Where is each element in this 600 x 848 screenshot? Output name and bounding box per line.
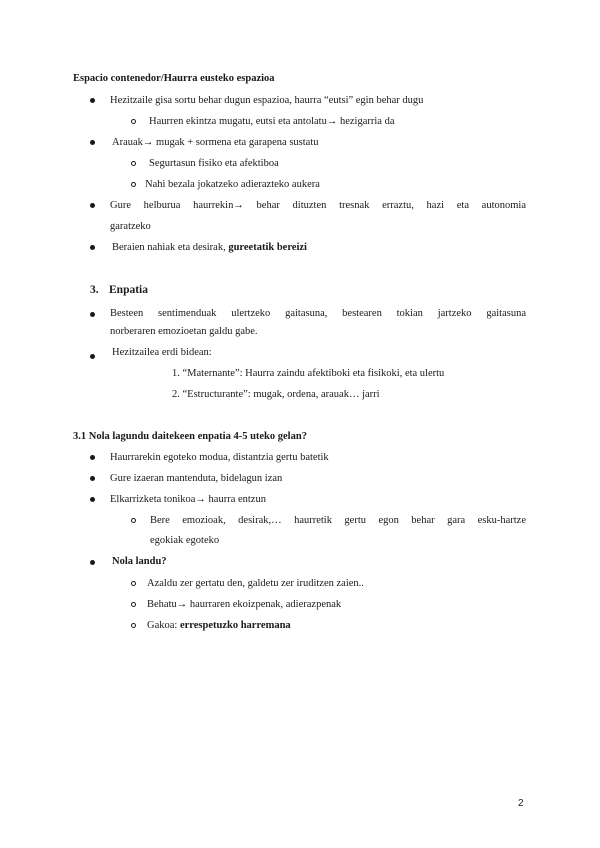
list-item: Hezitzaile gisa sortu behar dugun espazioa, haurra “eutsi” egin behar dugu <box>110 95 424 106</box>
sub-list-item: Behatu→ haurraren ekoizpenak, adierazpenak <box>147 599 342 610</box>
list-item: Haurrarekin egoteko modua, distantzia gertu batetik <box>110 452 329 463</box>
circle-bullet-icon <box>131 518 136 523</box>
list-item-continuation: norberaren emozioetan galdu gabe. <box>110 326 258 337</box>
numbered-item: 2. “Estructurante”: mugak, ordena, arauak… jarri <box>172 389 380 400</box>
circle-bullet-icon <box>131 602 136 607</box>
sub-list-item-text: Gakoa: <box>147 620 180 631</box>
circle-bullet-icon <box>131 581 136 586</box>
bullet-icon <box>90 476 95 481</box>
bullet-icon <box>90 560 95 565</box>
section-number: 3. <box>90 284 99 296</box>
section-heading: Enpatia <box>109 284 148 296</box>
bullet-icon <box>90 140 95 145</box>
list-item: Arauak→ mugak + sormena eta garapena sustatu <box>112 137 319 148</box>
bullet-icon <box>90 497 95 502</box>
sub-list-item <box>147 619 291 633</box>
section-heading: 3.1 Nola lagundu daitekeen enpatia 4-5 uteko gelan? <box>73 431 307 442</box>
bold-phrase: errespetuzko harremana <box>179 620 291 631</box>
circle-bullet-icon <box>131 161 136 166</box>
list-item: Gure izaeran mantenduta, bidelagun izan <box>110 473 283 484</box>
numbered-item: 1. “Maternante”: Haurra zaindu afektiboki eta fisikoki, eta ulertu <box>172 368 445 379</box>
sub-list-item: Azaldu zer gertatu den, galdetu zer iruditzen zaien.. <box>147 578 364 589</box>
bullet-icon <box>90 98 95 103</box>
bullet-icon <box>90 354 95 359</box>
sub-list-item: Nahi bezala jokatzeko adierazteko aukera <box>145 179 320 190</box>
bold-phrase: gureetatik bereizi <box>228 242 307 253</box>
list-item: Hezitzailea erdi bidean: <box>112 347 212 358</box>
list-item-continuation: garatzeko <box>110 221 151 232</box>
list-item: Besteen sentimenduak ulertzeko gaitasuna, bestearen tokian jartzeko gaitasuna <box>110 308 526 319</box>
circle-bullet-icon <box>131 623 136 628</box>
bullet-icon <box>90 203 95 208</box>
sub-list-item: Bere emozioak, desirak,… haurretik gertu egon behar gara esku-hartze <box>150 515 526 526</box>
bullet-icon <box>90 245 95 250</box>
sub-list-item: Haurren ekintza mugatu, eutsi eta antolatu→ hezigarria da <box>149 116 395 127</box>
circle-bullet-icon <box>131 119 136 124</box>
list-item: Gure helburua haurrekin→ behar dituzten tresnak erraztu, hazi eta autonomia <box>110 200 526 211</box>
list-item-text: Beraien nahiak eta desirak, <box>112 242 229 253</box>
bullet-icon <box>90 312 95 317</box>
list-item: Elkarrizketa tonikoa→ haurra entzun <box>110 494 266 505</box>
list-item <box>112 241 307 255</box>
subheading: Nola landu? <box>112 556 167 567</box>
section-heading: Espacio contenedor/Haurra eusteko espazioa <box>73 73 275 84</box>
sub-list-item: Segurtasun fisiko eta afektiboa <box>149 158 279 169</box>
circle-bullet-icon <box>131 182 136 187</box>
bullet-icon <box>90 455 95 460</box>
sub-list-item-continuation: egokiak egoteko <box>150 535 220 546</box>
page-number: 2 <box>518 798 524 809</box>
